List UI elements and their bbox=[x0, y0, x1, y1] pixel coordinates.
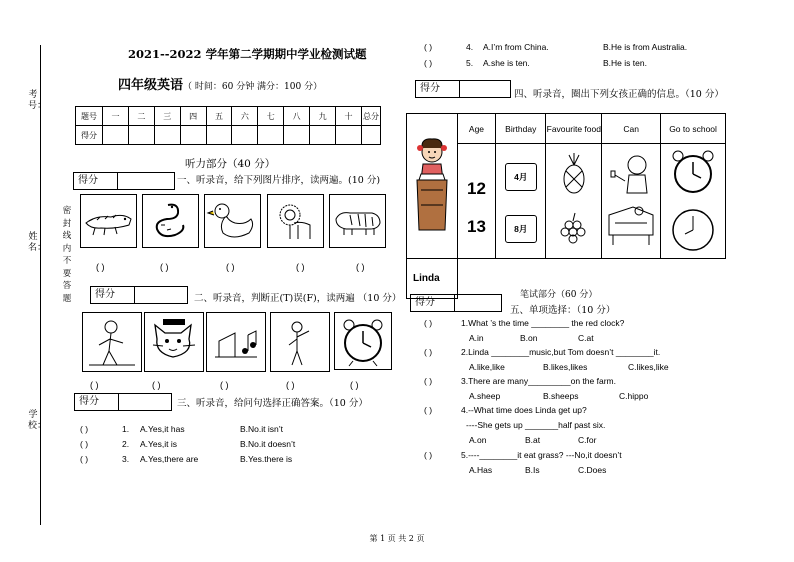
mcq-option-b[interactable]: B.at bbox=[525, 435, 541, 445]
food-options bbox=[546, 144, 602, 259]
girl-picture-cell bbox=[407, 114, 458, 259]
score-box-part2 bbox=[90, 286, 188, 304]
part3-paren[interactable]: ( ) bbox=[424, 58, 433, 68]
part2-answer[interactable]: ( ) bbox=[220, 380, 229, 390]
score-box-part5 bbox=[410, 294, 502, 312]
score-cell[interactable] bbox=[154, 126, 180, 145]
mcq-option-c[interactable]: C.at bbox=[578, 333, 594, 343]
score-box-part4 bbox=[415, 80, 511, 98]
mcq-option-a[interactable]: A.Has bbox=[469, 465, 493, 475]
mcq-paren[interactable]: ( ) bbox=[424, 318, 433, 328]
mcq-paren[interactable]: ( ) bbox=[424, 347, 433, 357]
age-option[interactable]: 13 bbox=[467, 217, 486, 236]
part1-answer[interactable]: ( ) bbox=[96, 262, 105, 272]
snake-icon bbox=[143, 195, 198, 247]
part3-num: 2. bbox=[122, 439, 130, 449]
part3-option-a[interactable]: A.Yes,it is bbox=[140, 439, 178, 449]
mcq-stem: 2.Linda ________music,but Tom doesn’t ________it. bbox=[461, 347, 661, 357]
part4-heading: 四、听录音，圈出下列女孩正确的信息。（10 分） bbox=[514, 89, 724, 100]
tiger-icon bbox=[330, 195, 385, 247]
page-footer: 第 1 页 共 2 页 bbox=[369, 534, 425, 543]
girl-reading-icon bbox=[409, 130, 455, 240]
part3-paren[interactable]: ( ) bbox=[80, 439, 89, 449]
score-col: 三 bbox=[154, 107, 180, 126]
lion-icon bbox=[268, 195, 323, 247]
birthday-options bbox=[496, 144, 546, 259]
alarm-clock-icon bbox=[673, 151, 713, 192]
picture-cat bbox=[144, 312, 204, 372]
mcq-stem-line2: ----She gets up _______half past six. bbox=[466, 420, 606, 430]
part3-paren[interactable]: ( ) bbox=[80, 424, 89, 434]
can-options bbox=[602, 144, 661, 259]
part1-answer[interactable]: ( ) bbox=[296, 262, 305, 272]
score-box-label: 得分 bbox=[416, 81, 460, 97]
mcq-stem: 5.----________it eat grass? ---No,it doesn’t bbox=[461, 450, 622, 460]
score-cell[interactable] bbox=[258, 126, 284, 145]
mcq-paren[interactable]: ( ) bbox=[424, 376, 433, 386]
score-box-value[interactable] bbox=[119, 394, 171, 410]
score-cell[interactable] bbox=[128, 126, 154, 145]
score-cell[interactable] bbox=[336, 126, 362, 145]
picture-clock bbox=[334, 312, 392, 370]
score-cell[interactable] bbox=[362, 126, 381, 145]
part3-option-a[interactable]: A.Yes,there are bbox=[140, 454, 199, 464]
part3-paren[interactable]: ( ) bbox=[424, 42, 433, 52]
score-cell[interactable] bbox=[284, 126, 310, 145]
mcq-option-b[interactable]: B.likes,likes bbox=[543, 362, 588, 372]
exam-subtitle bbox=[118, 74, 322, 93]
part3-option-a[interactable]: A.I’m from China. bbox=[483, 42, 549, 52]
mcq-option-a[interactable]: A.like,like bbox=[469, 362, 505, 372]
part1-answer[interactable]: ( ) bbox=[356, 262, 365, 272]
school-clock-icons bbox=[663, 144, 723, 256]
pineapple-icon bbox=[564, 153, 584, 193]
score-box-label: 得分 bbox=[91, 287, 135, 303]
picture-lion bbox=[267, 194, 324, 248]
mcq-stem: 1.What ’s the time ________ the red clock? bbox=[461, 318, 625, 328]
mcq-option-a[interactable]: A.sheep bbox=[469, 391, 501, 401]
picture-duck bbox=[204, 194, 261, 248]
binding-line bbox=[40, 45, 41, 525]
picture-crocodile bbox=[80, 194, 137, 248]
score-col: 一 bbox=[103, 107, 129, 126]
seal-line-notice: 密封线内不要答题 bbox=[62, 206, 72, 304]
score-col: 二 bbox=[128, 107, 154, 126]
score-box-part1 bbox=[73, 172, 175, 190]
part3-num: 3. bbox=[122, 454, 130, 464]
part3-option-b[interactable]: B.He is from Australia. bbox=[603, 42, 688, 52]
score-box-part3 bbox=[74, 393, 172, 411]
score-box-value[interactable] bbox=[455, 295, 501, 311]
part3-option-b[interactable]: B.He is ten. bbox=[603, 58, 647, 68]
mcq-paren[interactable]: ( ) bbox=[424, 450, 433, 460]
part3-num: 1. bbox=[122, 424, 130, 434]
score-col: 八 bbox=[284, 107, 310, 126]
mcq-option-c[interactable]: C.hippo bbox=[619, 391, 649, 401]
picture-girl bbox=[82, 312, 142, 372]
mcq-option-a[interactable]: A.on bbox=[469, 435, 487, 445]
header-birthday: Birthday bbox=[496, 114, 546, 144]
picture-music bbox=[206, 312, 266, 372]
part1-answer[interactable]: ( ) bbox=[160, 262, 169, 272]
grapes-icon bbox=[561, 213, 585, 243]
part2-answer[interactable]: ( ) bbox=[90, 380, 99, 390]
birthday-option[interactable]: 4月 bbox=[505, 163, 537, 191]
score-box-label: 得分 bbox=[74, 173, 118, 189]
music-icon bbox=[207, 313, 265, 371]
time-info: （ 时间：60 分钟 满分：100 分） bbox=[183, 82, 323, 92]
mcq-option-b[interactable]: B.Is bbox=[525, 465, 540, 475]
girl-info-table bbox=[406, 113, 726, 299]
crocodile-icon bbox=[81, 195, 136, 247]
score-col: 总分 bbox=[362, 107, 381, 126]
written-section-title: 笔试部分（60 分） bbox=[520, 290, 598, 300]
age-options bbox=[457, 144, 495, 259]
score-box-value[interactable] bbox=[135, 287, 187, 303]
mcq-stem: 4.--What time does Linda get up? bbox=[461, 405, 587, 415]
score-col: 十 bbox=[336, 107, 362, 126]
part1-heading: 一、听录音，给下列图片排序，读两遍。(10 分) bbox=[177, 175, 381, 186]
can-icons bbox=[603, 145, 659, 255]
exam-number-label: 考号： bbox=[28, 90, 47, 111]
age-option[interactable]: 12 bbox=[467, 179, 486, 198]
score-table bbox=[75, 106, 381, 145]
part3-num: 5. bbox=[466, 58, 474, 68]
school-label: 学校： bbox=[28, 410, 47, 431]
score-cell[interactable] bbox=[103, 126, 129, 145]
score-col: 四 bbox=[180, 107, 206, 126]
alarm-clock-icon bbox=[335, 313, 391, 369]
header-food: Favourite food bbox=[546, 114, 602, 144]
subject-name: 四年级英语 bbox=[118, 78, 184, 93]
part3-heading: 三、听录音，给问句选择正确答案。（10 分） bbox=[177, 398, 368, 409]
score-box-value[interactable] bbox=[118, 173, 174, 189]
score-box-value[interactable] bbox=[460, 81, 510, 97]
birthday-option[interactable]: 8月 bbox=[505, 215, 537, 243]
part3-option-b[interactable]: B.No.it isn’t bbox=[240, 424, 283, 434]
mcq-stem: 3.There are many_________on the farm. bbox=[461, 376, 616, 386]
mcq-option-c[interactable]: C.Does bbox=[578, 465, 607, 475]
listening-section-title: 听力部分（40 分） bbox=[185, 158, 276, 170]
name-label: 姓名： bbox=[28, 232, 47, 253]
score-col: 九 bbox=[310, 107, 336, 126]
teacher-icon bbox=[271, 313, 329, 371]
score-col: 七 bbox=[258, 107, 284, 126]
picture-tiger bbox=[329, 194, 386, 248]
header-school: Go to school bbox=[661, 114, 726, 144]
score-box-label: 得分 bbox=[75, 394, 119, 410]
part3-option-a[interactable]: A.Yes,it has bbox=[140, 424, 185, 434]
part2-answer[interactable]: ( ) bbox=[350, 380, 359, 390]
header-age: Age bbox=[457, 114, 495, 144]
score-table-row-label: 题号 bbox=[76, 107, 103, 126]
singing-girl-icon bbox=[611, 156, 647, 193]
part3-paren[interactable]: ( ) bbox=[80, 454, 89, 464]
part3-option-b[interactable]: B.Yes.there is bbox=[240, 454, 293, 464]
mcq-option-b[interactable]: B.sheeps bbox=[543, 391, 579, 401]
header-can: Can bbox=[602, 114, 661, 144]
cat-icon bbox=[145, 313, 203, 371]
part2-answer[interactable]: ( ) bbox=[152, 380, 161, 390]
exam-title: 2021--2022 学年第二学期期中学业检测试题 bbox=[128, 47, 367, 61]
duck-icon bbox=[205, 195, 260, 247]
part3-option-b[interactable]: B.No.it doesn’t bbox=[240, 439, 296, 449]
part3-option-a[interactable]: A.she is ten. bbox=[483, 58, 530, 68]
part1-answer[interactable]: ( ) bbox=[226, 262, 235, 272]
girl-name: Linda bbox=[407, 259, 458, 299]
piano-icon bbox=[609, 207, 653, 245]
score-table-row-label: 得分 bbox=[76, 126, 103, 145]
mcq-option-c[interactable]: C.for bbox=[578, 435, 597, 445]
food-icons bbox=[549, 145, 599, 255]
mcq-option-b[interactable]: B.on bbox=[520, 333, 538, 343]
score-cell[interactable] bbox=[206, 126, 232, 145]
score-cell[interactable] bbox=[180, 126, 206, 145]
girl-icon bbox=[83, 313, 141, 371]
wall-clock-icon bbox=[673, 210, 713, 250]
part3-num: 4. bbox=[466, 42, 474, 52]
mcq-paren[interactable]: ( ) bbox=[424, 405, 433, 415]
picture-teacher bbox=[270, 312, 330, 372]
score-cell[interactable] bbox=[232, 126, 258, 145]
picture-snake bbox=[142, 194, 199, 248]
school-time-options bbox=[661, 144, 726, 259]
part5-heading: 五、单项选择：（10 分） bbox=[510, 305, 616, 316]
score-cell[interactable] bbox=[310, 126, 336, 145]
part2-heading: 二、听录音，判断正(T)误(F)，读两遍 （10 分） bbox=[194, 293, 402, 304]
mcq-option-c[interactable]: C.likes,like bbox=[628, 362, 669, 372]
score-col: 六 bbox=[232, 107, 258, 126]
score-box-label: 得分 bbox=[411, 295, 455, 311]
score-col: 五 bbox=[206, 107, 232, 126]
part2-answer[interactable]: ( ) bbox=[286, 380, 295, 390]
mcq-option-a[interactable]: A.in bbox=[469, 333, 484, 343]
